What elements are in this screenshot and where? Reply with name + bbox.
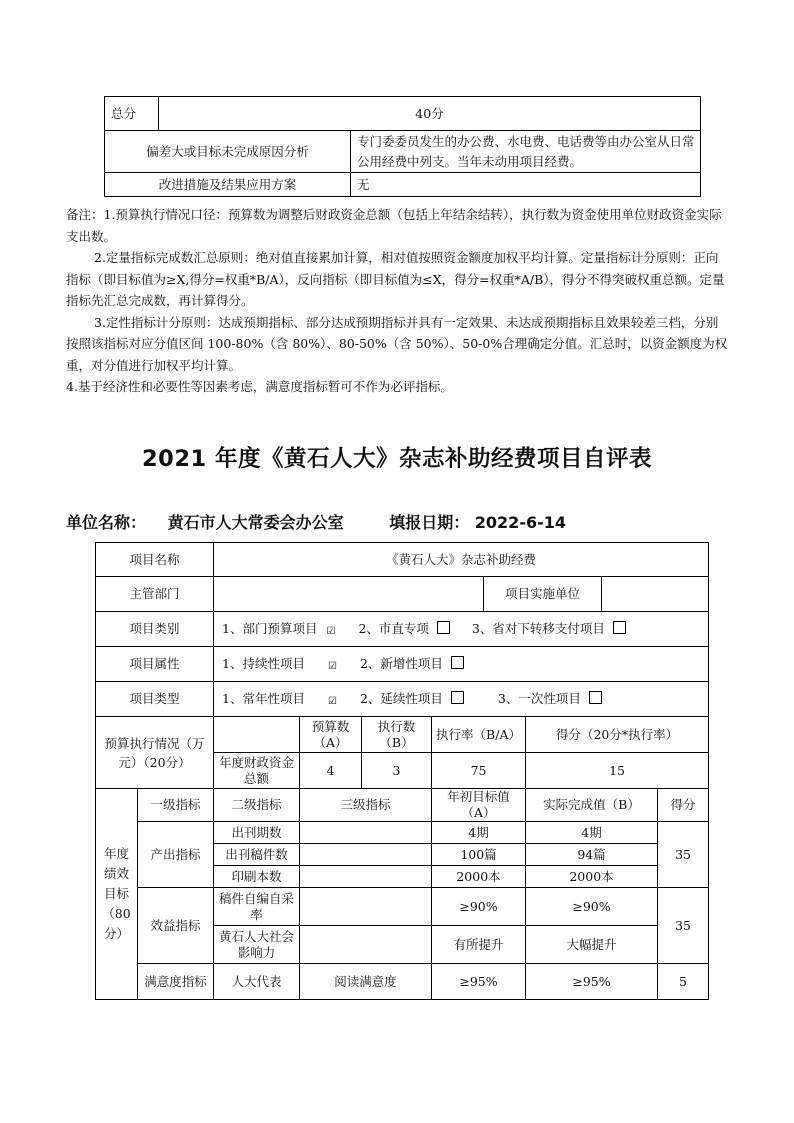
budget-col-a: 预算数（A） xyxy=(300,717,362,753)
impl-label: 项目实施单位 xyxy=(484,577,602,612)
summary-table xyxy=(104,96,701,197)
budget-rate: 75 xyxy=(432,753,526,789)
unit-line xyxy=(66,510,566,533)
table-row xyxy=(96,888,709,926)
output-l3 xyxy=(300,866,432,888)
output-target: 2000本 xyxy=(432,866,526,888)
budget-b: 3 xyxy=(362,753,432,789)
type-opt-1[interactable]: 1、常年性项目 ☑ xyxy=(222,691,337,707)
note-3: 3.定性指标计分原则：达成预期指标、部分达成预期指标并具有一定效果、未达成预期指标且效果较差三档，分别按照该指标对应分值区间 100-80%（含 80%）、80-50%（含 50%）、50-0%合理确定分值。汇总时，以资金额度为权重，对分值进行加权平均计算。 xyxy=(66,314,728,373)
notes xyxy=(66,204,728,398)
h-level2: 二级指标 xyxy=(214,789,300,822)
output-score: 35 xyxy=(658,822,709,888)
evaluation-table xyxy=(95,542,709,1000)
budget-label: 预算执行情况（万元）（20分） xyxy=(96,717,214,789)
benefit-l3 xyxy=(300,926,432,964)
project-name-label: 项目名称 xyxy=(96,543,214,577)
attr-label: 项目属性 xyxy=(96,647,214,682)
project-name-value: 《黄石人大》杂志补助经费 xyxy=(214,543,709,577)
benefit-score: 35 xyxy=(658,888,709,964)
improve-value: 无 xyxy=(351,173,701,197)
category-opt-1[interactable]: 1、部门预算项目 ☑ xyxy=(222,621,336,637)
satis-target: ≥95% xyxy=(432,964,526,1000)
budget-score: 15 xyxy=(526,753,709,789)
output-l3 xyxy=(300,844,432,866)
page-title: 2021 年度《黄石人大》杂志补助经费项目自评表 xyxy=(142,446,652,472)
budget-a: 4 xyxy=(300,753,362,789)
benefit-target: 有所提升 xyxy=(432,926,526,964)
unchecked-icon xyxy=(613,621,626,634)
benefit-actual: 大幅提升 xyxy=(526,926,658,964)
note-2: 2.定量指标完成数汇总原则：绝对值直接累加计算，相对值按照资金额度加权平均计算。定量指标计分原则：正向指标（即目标值为≥X,得分=权重*B/A），反向指标（即目标值为≤X，得分=权重*A/B），得分不得突破权重总额。定量指标先汇总完成数，再计算得分。 xyxy=(66,250,725,308)
satis-l2: 人大代表 xyxy=(214,964,300,1000)
type-opt-3[interactable]: 3、一次性项目 xyxy=(498,691,602,707)
benefit-label: 效益指标 xyxy=(138,888,214,964)
benefit-actual: ≥90% xyxy=(526,888,658,926)
output-target: 4期 xyxy=(432,822,526,844)
perf-label: 年度绩效目标（80分） xyxy=(96,789,138,1000)
h-target: 年初目标值（A） xyxy=(432,789,526,822)
type-options xyxy=(214,682,709,717)
unchecked-icon xyxy=(451,656,464,669)
output-l2: 出刊期数 xyxy=(214,822,300,844)
checked-icon: ☑ xyxy=(326,626,336,637)
output-actual: 4期 xyxy=(526,822,658,844)
date-label: 填报日期： xyxy=(389,513,470,532)
attr-opt-2[interactable]: 2、新增性项目 xyxy=(360,656,464,672)
date-value: 2022-6-14 xyxy=(474,513,566,532)
output-l2: 印刷本数 xyxy=(214,866,300,888)
budget-col-rate: 执行率（B/A） xyxy=(432,717,526,753)
h-level1: 一级指标 xyxy=(138,789,214,822)
benefit-l3 xyxy=(300,888,432,926)
table-row xyxy=(96,822,709,844)
category-opt-3[interactable]: 3、省对下转移支付项目 xyxy=(472,621,626,637)
h-actual: 实际完成值（B） xyxy=(526,789,658,822)
h-level3: 三级指标 xyxy=(300,789,432,822)
improve-label: 改进措施及结果应用方案 xyxy=(105,173,351,197)
satis-actual: ≥95% xyxy=(526,964,658,1000)
budget-col-score: 得分（20分*执行率） xyxy=(526,717,709,753)
checked-icon: ☑ xyxy=(328,661,337,672)
deviation-value: 专门委委员发生的办公费、水电费、电话费等由办公室从日常公用经费中列支。当年未动用项目经费。 xyxy=(351,131,701,173)
budget-row-label: 年度财政资金总额 xyxy=(214,753,300,789)
output-label: 产出指标 xyxy=(138,822,214,888)
attr-options xyxy=(214,647,709,682)
note-1: 备注：1.预算执行情况口径：预算数为调整后财政资金总额（包括上年结余结转），执行数为资金使用单位财政资金实际支出数。 xyxy=(66,207,722,244)
benefit-target: ≥90% xyxy=(432,888,526,926)
total-label: 总分 xyxy=(105,97,159,131)
satis-label: 满意度指标 xyxy=(138,964,214,1000)
budget-corner xyxy=(214,717,300,753)
unchecked-icon xyxy=(589,691,602,704)
budget-col-b: 执行数（B） xyxy=(362,717,432,753)
unit-label: 单位名称： xyxy=(66,513,147,532)
output-l2: 出刊稿件数 xyxy=(214,844,300,866)
type-opt-2[interactable]: 2、延续性项目 xyxy=(360,691,464,707)
h-score: 得分 xyxy=(658,789,709,822)
category-label: 项目类别 xyxy=(96,612,214,647)
unchecked-icon xyxy=(451,691,464,704)
checked-icon: ☑ xyxy=(328,696,337,707)
table-row xyxy=(96,964,709,1000)
satis-score: 5 xyxy=(658,964,709,1000)
attr-opt-1[interactable]: 1、持续性项目 ☑ xyxy=(222,656,337,672)
output-actual: 94篇 xyxy=(526,844,658,866)
type-label: 项目类型 xyxy=(96,682,214,717)
total-value: 40分 xyxy=(159,97,701,131)
impl-value xyxy=(602,577,709,612)
note-4: 4.基于经济性和必要性等因素考虑，满意度指标暂可不作为必评指标。 xyxy=(66,379,453,394)
benefit-l2: 黄石人大社会影响力 xyxy=(214,926,300,964)
satis-l3: 阅读满意度 xyxy=(300,964,432,1000)
unit-value: 黄石市人大常委会办公室 xyxy=(167,513,344,532)
dept-value xyxy=(214,577,484,612)
category-opt-2[interactable]: 2、市直专项 xyxy=(358,621,449,637)
dept-label: 主管部门 xyxy=(96,577,214,612)
benefit-l2: 稿件自编自采率 xyxy=(214,888,300,926)
unchecked-icon xyxy=(437,621,450,634)
output-target: 100篇 xyxy=(432,844,526,866)
deviation-label: 偏差大或目标未完成原因分析 xyxy=(105,131,351,173)
category-options xyxy=(214,612,709,647)
output-l3 xyxy=(300,822,432,844)
output-actual: 2000本 xyxy=(526,866,658,888)
